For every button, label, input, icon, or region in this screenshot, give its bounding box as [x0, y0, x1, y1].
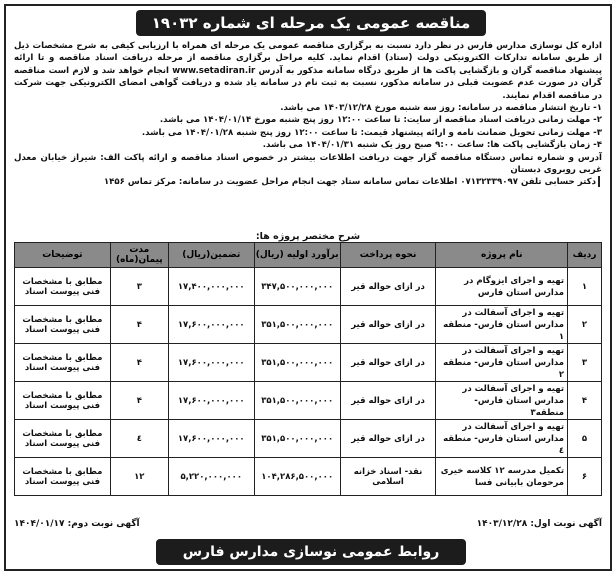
cell-duration: ٤: [110, 420, 168, 458]
address-line-2: [14, 176, 602, 188]
cell-row-number: ۱: [568, 268, 602, 306]
table-row: [15, 420, 602, 458]
table-row: [15, 458, 602, 496]
cell-guarantee: ۱۷,۶۰۰,۰۰۰,۰۰۰: [168, 344, 254, 382]
cell-project-name: تهیه و اجرای آسفالت در مدارس استان فارس- منطقه ۱: [436, 306, 568, 344]
address-line-1: آدرس و شماره تماس دستگاه مناقصه گزار جهت دریافت اطلاعات بیشتر در خصوص اسناد مناقصه و ارائه پاکت الف: شیراز خیابان معدل غربی روبروی دبستان: [14, 152, 602, 176]
cell-duration: ۴: [110, 344, 168, 382]
header-project-name: نام پروژه: [436, 243, 568, 268]
cell-estimate: ۱۰۴,۲۸۶,۵۰۰,۰۰۰: [254, 458, 340, 496]
cell-notes: مطابق با مشخصات فنی پیوست اسناد: [15, 306, 111, 344]
table-row: [15, 382, 602, 420]
intro-item-1: ۱- تاریخ انتشار مناقصه در سامانه: روز سه شنبه مورخ ۱۴۰۳/۱۲/۲۸ می باشد.: [280, 103, 602, 114]
cell-project-name: تهیه و اجرای آسفالت در مدارس استان فارس- منطقه ۲: [436, 344, 568, 382]
table-title: شرح مختصر پروژه ها:: [255, 231, 361, 242]
cell-project-name: تهیه و اجرای ایزوگام در مدارس استان فارس: [436, 268, 568, 306]
header-notes: توضیحات: [15, 243, 111, 268]
intro-paragraph: اداره کل نوسازی مدارس فارس در نظر دارد نسبت به برگزاری مناقصه عمومی یک مرحله ای همراه با ارزیابی کیفی به شرح مشخصات ذیل از طریق سامانه تدارکات الکترونیکی دولت (ستاد) اقدام نماید. کلیه مراحل برگزاری مناقصه از مرحله دریافت اسناد مناقصه و تا ارائه پیشنهاد مناقصه گران و بازگشایی پاکت ها از طریق درگاه سامانه مذکور به آدرس www.setadiran.ir انجام خواهد شد و لازم است مناقصه گران در صورت عدم عضویت قبلی در سامانه مذکور، نسبت به ثبت نام در سامانه یاد شده و دریافت گواهی امضای الکترونیکی جهت شرکت در مناقصه اقدام نمایند.: [14, 41, 602, 101]
projects-table: [14, 242, 602, 496]
second-notice-date: آگهی نوبت دوم: ۱۴۰۴/۰۱/۱۷: [14, 519, 140, 529]
notice-title: مناقصه عمومی یک مرحله ای شماره ۱۹۰۳۲: [136, 10, 486, 36]
text-cursor: [598, 176, 600, 187]
cell-row-number: ۵: [568, 420, 602, 458]
first-notice-date: آگهی نوبت اول: ۱۴۰۳/۱۲/۲۸: [476, 519, 602, 529]
cell-estimate: ۳۴۷,۵۰۰,۰۰۰,۰۰۰: [254, 268, 340, 306]
cell-duration: ۳: [110, 268, 168, 306]
cell-guarantee: ۱۷,۶۰۰,۰۰۰,۰۰۰: [168, 306, 254, 344]
cell-project-name: تهیه و اجرای آسفالت در مدارس استان فارس- منطقه ٤: [436, 420, 568, 458]
table-row: [15, 344, 602, 382]
cell-payment-method: نقد- اسناد خزانه اسلامی: [340, 458, 436, 496]
cell-payment-method: در ازای حواله قیر: [340, 420, 436, 458]
intro-item-2: ۲- مهلت زمانی دریافت اسناد مناقصه از سایت: تا ساعت ۱۲:۰۰ روز پنج شنبه مورخ ۱۴۰۴/۰۱/۱۴ می باشد.: [159, 115, 602, 126]
cell-guarantee: ۱۷,۶۰۰,۰۰۰,۰۰۰: [168, 382, 254, 420]
header-guarantee: تضمین(ریال): [168, 243, 254, 268]
cell-duration: ۴: [110, 306, 168, 344]
publisher-footer: روابط عمومی نوسازی مدارس فارس: [156, 539, 466, 565]
cell-payment-method: در ازای حواله قیر: [340, 344, 436, 382]
cell-row-number: ۲: [568, 306, 602, 344]
tender-notice: [4, 4, 612, 571]
cell-guarantee: ۱۷,۴۰۰,۰۰۰,۰۰۰: [168, 268, 254, 306]
cell-row-number: ۶: [568, 458, 602, 496]
cell-notes: مطابق با مشخصات فنی پیوست اسناد: [15, 458, 111, 496]
notice-dates: [14, 519, 602, 529]
intro-item-3: ۳- مهلت زمانی تحویل ضمانت نامه و ارائه پیشنهاد قیمت: تا ساعت ۱۲:۰۰ روز پنج شنبه ۱۴۰۴/۰۱/۲۸ می باشد.: [141, 127, 602, 138]
cell-notes: مطابق با مشخصات فنی پیوست اسناد: [15, 382, 111, 420]
cell-notes: مطابق با مشخصات فنی پیوست اسناد: [15, 268, 111, 306]
header-payment-method: نحوه پرداخت: [340, 243, 436, 268]
cell-payment-method: در ازای حواله قیر: [340, 306, 436, 344]
header-row-number: ردیف: [568, 243, 602, 268]
table-header-row: [15, 243, 602, 268]
cell-row-number: ۳: [568, 344, 602, 382]
address-line-2-text: دکتر حسابی تلفن ۰۷۱۳۲۳۳۹۰۹۷ اطلاعات تماس سامانه ستاد جهت انجام مراحل عضویت در سامانه: مرکز تماس ۱۴۵۶: [103, 177, 596, 188]
cell-duration: ۱۲: [110, 458, 168, 496]
header-estimate: برآورد اولیه (ریال): [254, 243, 340, 268]
cell-project-name: تهیه و اجرای آسفالت در مدارس استان فارس- منطقه۳: [436, 382, 568, 420]
cell-payment-method: در ازای حواله قیر: [340, 268, 436, 306]
cell-estimate: ۳۵۱,۵۰۰,۰۰۰,۰۰۰: [254, 420, 340, 458]
cell-estimate: ۳۵۱,۵۰۰,۰۰۰,۰۰۰: [254, 382, 340, 420]
cell-estimate: ۳۵۱,۵۰۰,۰۰۰,۰۰۰: [254, 344, 340, 382]
cell-notes: مطابق با مشخصات فنی پیوست اسناد: [15, 420, 111, 458]
cell-duration: ۴: [110, 382, 168, 420]
cell-guarantee: ۵,۲۲۰,۰۰۰,۰۰۰: [168, 458, 254, 496]
table-row: [15, 306, 602, 344]
header-duration: مدت پیمان(ماه): [110, 243, 168, 268]
cell-guarantee: ۱۷,۶۰۰,۰۰۰,۰۰۰: [168, 420, 254, 458]
intro-item-4: ۴- زمان بازگشایی پاکت ها: ساعت ۹:۰۰ صبح روز یک شنبه ۱۴۰۴/۰۱/۳۱ می باشد.: [262, 140, 602, 151]
intro-text: [14, 40, 602, 189]
cell-project-name: تکمیل مدرسه ۱۲ کلاسه خیری مرحومان بابیانی فسا: [436, 458, 568, 496]
cell-row-number: ۴: [568, 382, 602, 420]
table-row: [15, 268, 602, 306]
cell-payment-method: در ازای حواله قیر: [340, 382, 436, 420]
cell-notes: مطابق با مشخصات فنی پیوست اسناد: [15, 344, 111, 382]
cell-estimate: ۳۵۱,۵۰۰,۰۰۰,۰۰۰: [254, 306, 340, 344]
